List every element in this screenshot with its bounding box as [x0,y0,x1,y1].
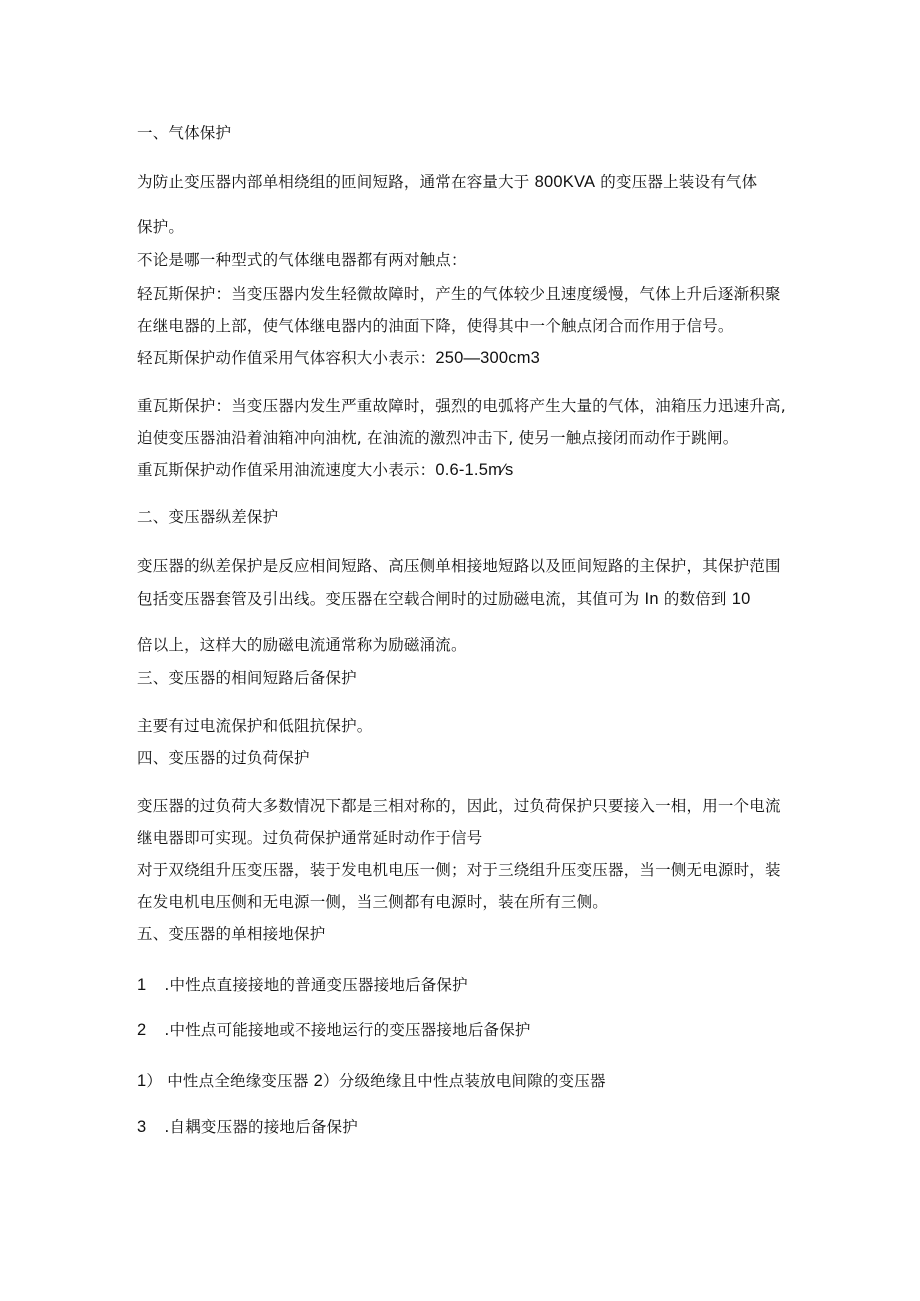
multiple-value: 10 [731,590,751,608]
list-number: 3 [137,1118,147,1136]
list-text: .中性点可能接地或不接地运行的变压器接地后备保护 [164,1021,531,1039]
paragraph-line: 重瓦斯保护：当变压器内发生严重故障时，强烈的电弧将产生大量的气体，油箱压力迅速升高, [137,397,786,415]
paragraph-line: 主要有过电流保护和低阻抗保护。 [137,717,373,735]
text-span: 重瓦斯保护动作值采用油流速度大小表示： [137,461,436,479]
section-heading-differential-protection: 二、变压器纵差保护 [137,508,279,526]
list-item [137,1117,358,1137]
paragraph-line: 变压器的过负荷大多数情况下都是三相对称的，因此，过负荷保护只要接入一相，用一个电流 [137,797,781,815]
paragraph-line: 倍以上，这样大的励磁电流通常称为励磁涌流。 [137,636,467,654]
paragraph-line: 不论是哪一种型式的气体继电器都有两对触点： [137,251,467,269]
list-item [137,975,468,995]
section-heading-overload: 四、变压器的过负荷保护 [137,749,310,767]
text-span: 的数倍到 [658,590,732,608]
capacity-value: 800KVA [534,173,596,191]
text-span: 轻瓦斯保护动作值采用气体容积大小表示： [137,349,436,367]
section-heading-phase-backup: 三、变压器的相间短路后备保护 [137,669,357,687]
list-text: .自耦变压器的接地后备保护 [164,1118,358,1136]
paragraph-line [137,172,757,192]
paragraph-line: 继电器即可实现。过负荷保护通常延时动作于信号 [137,829,483,847]
section-heading-ground-fault: 五、变压器的单相接地保护 [137,925,326,943]
list-number: 2 [313,1072,324,1090]
list-text: .中性点直接接地的普通变压器接地后备保护 [164,976,468,994]
paragraph-line: 变压器的纵差保护是反应相间短路、高压侧单相接地短路以及匝间短路的主保护，其保护范围 [137,557,781,575]
paragraph-line: 保护。 [137,218,185,236]
rated-current-symbol: In [644,590,659,608]
paragraph-line: 在发电机电压侧和无电源一侧，当三侧都有电源时，装在所有三侧。 [137,893,609,911]
text-span: 为防止变压器内部单相绕组的匝间短路，通常在容量大于 [137,173,535,191]
paragraph-line: 在继电器的上部，使气体继电器内的油面下降，使得其中一个触点闭合而作用于信号。 [137,317,734,335]
list-number: 1 [137,1072,147,1090]
list-number: 1 [137,976,147,994]
text-span: 包括变压器套管及引出线。变压器在空载合闸时的过励磁电流，其值可为 [137,590,645,608]
section-heading-gas-protection: 一、气体保护 [137,124,232,142]
light-gas-value: 250—300cm3 [435,349,541,367]
list-item [137,1020,531,1040]
paragraph-line: 对于双绕组升压变压器，装于发电机电压一侧；对于三绕组升压变压器，当一侧无电源时，装 [137,861,781,879]
list-number: 2 [137,1021,147,1039]
list-text: ）分级绝缘且中性点装放电间隙的变压器 [323,1072,606,1090]
paragraph-line [137,348,540,368]
text-span: 的变压器上装设有气体 [595,173,758,191]
paragraph-line [137,460,513,480]
list-text: ） 中性点全绝缘变压器 [146,1072,314,1090]
heavy-gas-value: 0.6-1.5m∕s [435,461,514,479]
list-item [137,1071,606,1091]
paragraph-line: 迫使变压器油沿着油箱冲向油枕, 在油流的激烈冲击下, 使另一触点接闭而动作于跳闸。 [137,429,739,447]
paragraph-line: 轻瓦斯保护：当变压器内发生轻微故障时，产生的气体较少且速度缓慢，气体上升后逐渐积聚 [137,285,781,303]
paragraph-line [137,589,751,609]
